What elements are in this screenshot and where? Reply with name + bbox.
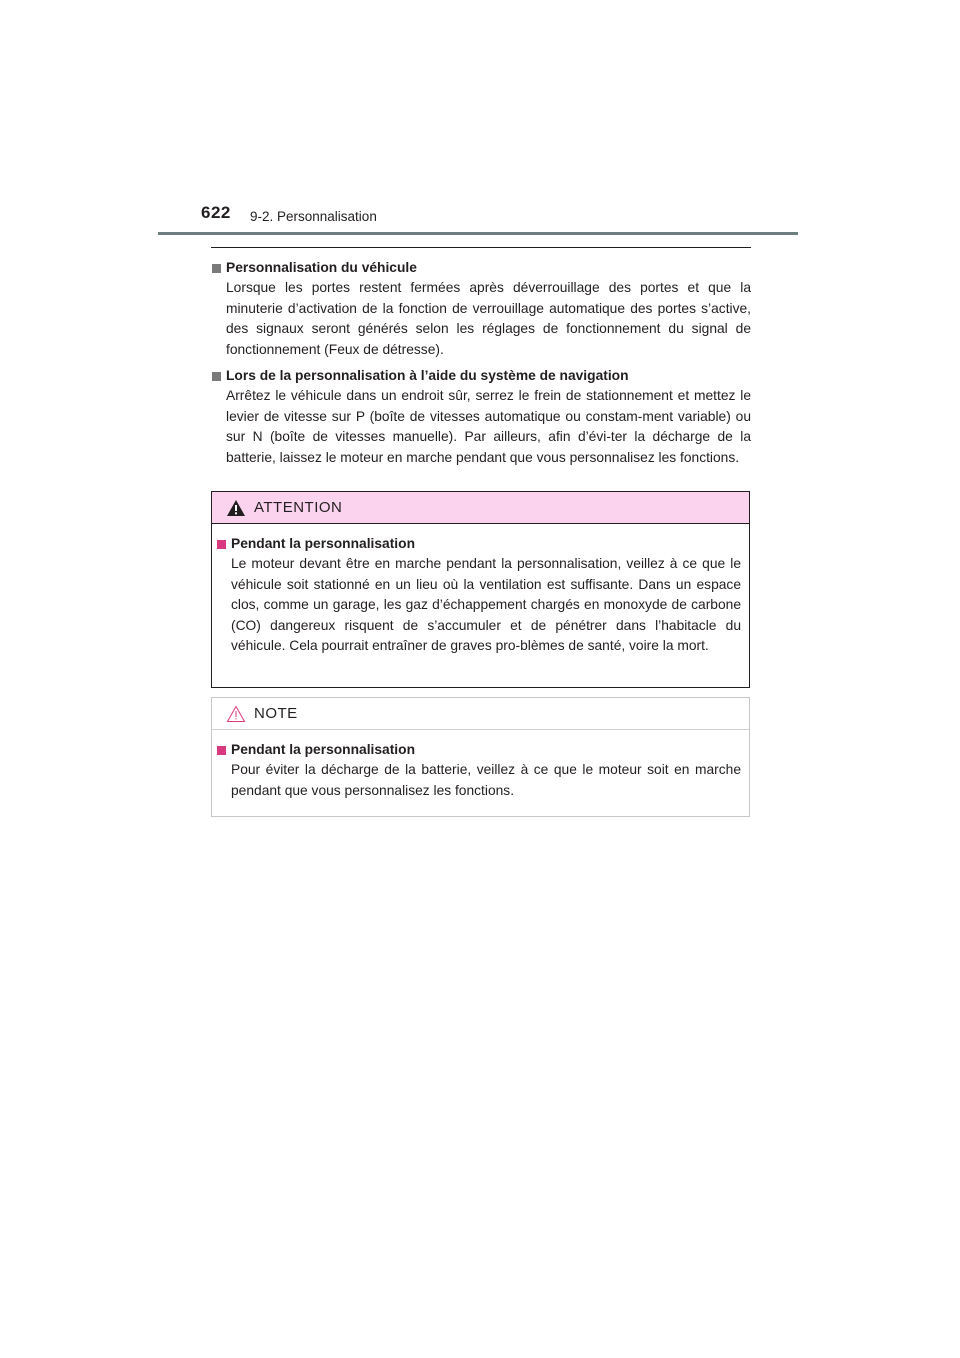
item-title-text: Lors de la personnalisation à l’aide du système de navigation — [226, 368, 629, 383]
item-title — [216, 740, 741, 760]
main-content — [211, 258, 751, 474]
item-title — [211, 366, 751, 386]
note-header — [212, 698, 749, 730]
page-header — [0, 0, 960, 240]
bullet-square-icon — [217, 746, 226, 755]
warning-triangle-icon — [226, 499, 246, 517]
attention-box — [211, 491, 750, 688]
section-item — [211, 258, 751, 360]
item-body: Pour éviter la décharge de la batterie, veillez à ce que le moteur soit en marche pendant que vous personnalisez les fonctions. — [231, 762, 741, 798]
item-body: Lorsque les portes restent fermées après déverrouillage des portes et que la minuterie d’activation de la fonction de verrouillage automatique des portes s’active, des signaux seront générés selon les réglages de fonctionnement du signal de fonctionnement (Feux de détresse). — [226, 280, 751, 357]
item-title — [211, 258, 751, 278]
note-body — [212, 730, 749, 801]
attention-header — [212, 492, 749, 524]
header-rule — [158, 232, 798, 235]
item-title-text: Personnalisation du véhicule — [226, 260, 417, 275]
bullet-square-icon — [212, 264, 221, 273]
item-title — [216, 534, 741, 554]
attention-body — [212, 524, 749, 657]
item-title-text: Pendant la personnalisation — [231, 536, 415, 551]
bullet-square-icon — [212, 372, 221, 381]
section-title: 9-2. Personnalisation — [250, 209, 377, 224]
bullet-square-icon — [217, 540, 226, 549]
note-box — [211, 697, 750, 817]
content-top-rule — [211, 247, 751, 248]
item-body: Arrêtez le véhicule dans un endroit sûr, serrez le frein de stationnement et mettez le levier de vitesse sur P (boîte de vitesses automatique ou constam-ment variable) ou sur N (boîte de vitesses manuelle). Par ailleurs, afin d’évi-ter la décharge de la batterie, laissez le moteur en marche pendant que vous personnalisez les fonctions. — [226, 388, 751, 465]
section-item — [211, 366, 751, 468]
note-label: NOTE — [254, 705, 298, 722]
page-number: 622 — [201, 203, 231, 222]
attention-label: ATTENTION — [254, 499, 343, 516]
item-title-text: Pendant la personnalisation — [231, 742, 415, 757]
item-body: Le moteur devant être en marche pendant la personnalisation, veillez à ce que le véhicule soit stationné en un lieu où la ventilation est suffisante. Dans un espace clos, comme un garage, les gaz d’échappement chargés en monoxyde de carbone (CO) dangereux risquent de s’accumuler et de pénétrer dans l’habitacle du véhicule. Cela pourrait entraîner de graves pro-blèmes de santé, voire la mort. — [231, 556, 741, 653]
warning-triangle-outline-icon — [226, 705, 246, 723]
